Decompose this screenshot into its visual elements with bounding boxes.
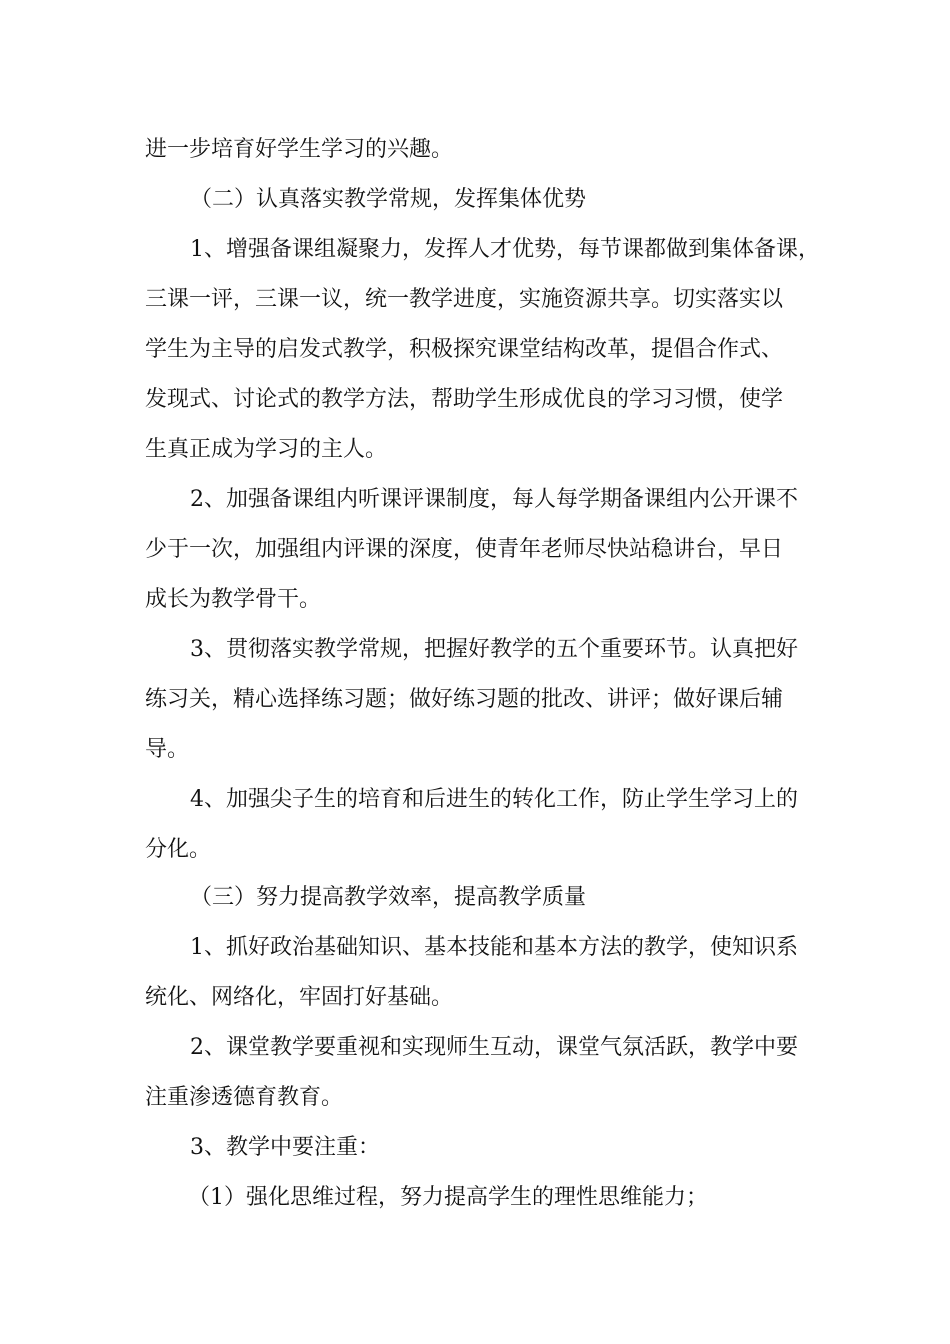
text-line: 3、教学中要注重：	[190, 1135, 380, 1160]
text-line: 统化、网络化，牢固打好基础。	[145, 985, 454, 1010]
text-line: 导。	[145, 737, 190, 762]
text-line: 生真正成为学习的主人。	[145, 437, 388, 462]
text-line: 3、贯彻落实教学常规，把握好教学的五个重要环节。认真把好	[190, 637, 798, 662]
text-line: 4、加强尖子生的培育和后进生的转化工作，防止学生学习上的	[190, 787, 798, 812]
section-heading: （三）努力提高教学效率，提高教学质量	[190, 885, 587, 910]
text-line: 分化。	[145, 837, 212, 862]
text-line: 练习关，精心选择练习题；做好练习题的批改、讲评；做好课后辅	[145, 687, 784, 712]
text-line: 发现式、讨论式的教学方法，帮助学生形成优良的学习习惯，使学	[145, 387, 784, 412]
text-line: （1）强化思维过程，努力提高学生的理性思维能力；	[188, 1185, 708, 1210]
section-heading: （二）认真落实教学常规，发挥集体优势	[190, 187, 587, 212]
text-line: 三课一评，三课一议，统一教学进度，实施资源共享。切实落实以	[145, 287, 784, 312]
text-line: 1、增强备课组凝聚力，发挥人才优势，每节课都做到集体备课，	[190, 237, 820, 262]
text-line: 少于一次，加强组内评课的深度，使青年老师尽快站稳讲台，早日	[145, 537, 784, 562]
text-line: 1、抓好政治基础知识、基本技能和基本方法的教学，使知识系	[190, 935, 798, 960]
text-line: 注重渗透德育教育。	[145, 1085, 344, 1110]
text-line: 2、加强备课组内听课评课制度，每人每学期备课组内公开课不	[190, 487, 798, 512]
text-line: 进一步培育好学生学习的兴趣。	[145, 137, 454, 162]
text-line: 2、课堂教学要重视和实现师生互动，课堂气氛活跃，教学中要	[190, 1035, 798, 1060]
text-line: 成长为教学骨干。	[145, 587, 322, 612]
text-line: 学生为主导的启发式教学，积极探究课堂结构改革，提倡合作式、	[145, 337, 784, 362]
